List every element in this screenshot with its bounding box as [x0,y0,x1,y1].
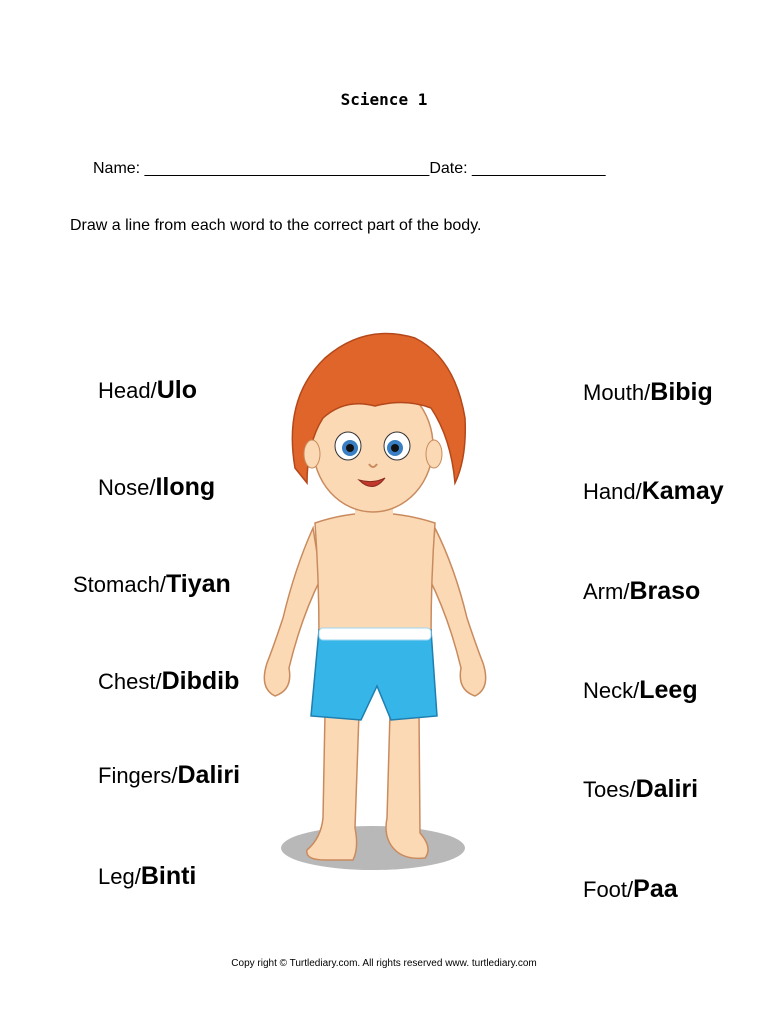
word-neck[interactable] [583,678,698,703]
word-stomach[interactable] [73,572,231,597]
name-field[interactable]: Name: ________________________________ [93,160,430,177]
word-filipino: Bibig [650,378,713,406]
name-date-row [93,160,606,178]
word-filipino: Leeg [639,676,698,704]
word-english: Head/ [98,378,157,403]
word-foot[interactable] [583,877,678,902]
word-english: Leg/ [98,864,141,889]
copyright-footer: Copy right © Turtlediary.com. All rights reserved www. turtlediary.com [231,958,537,969]
word-toes[interactable] [583,777,698,802]
instruction-text: Draw a line from each word to the correct part of the body. [70,217,482,234]
word-english: Arm/ [583,579,630,604]
word-leg[interactable] [98,864,196,889]
shorts-waistband [319,628,431,640]
word-filipino: Paa [633,875,678,903]
torso [315,513,435,638]
right-ear [426,440,442,468]
word-english: Fingers/ [98,763,178,788]
word-filipino: Kamay [641,477,724,505]
left-arm [264,528,321,696]
word-hand[interactable] [583,479,724,504]
word-english: Chest/ [98,669,162,694]
word-english: Foot/ [583,877,634,902]
right-leg [386,713,428,858]
boy-illustration [255,318,500,878]
word-filipino: Ilong [155,473,216,501]
word-filipino: Ulo [156,376,197,404]
date-field[interactable]: Date: _______________ [429,160,606,177]
word-filipino: Dibdib [161,667,240,695]
word-mouth[interactable] [583,380,713,405]
left-ear [304,440,320,468]
word-english: Toes/ [583,777,636,802]
page-title: Science 1 [340,90,428,109]
word-chest[interactable] [98,669,239,694]
word-fingers[interactable] [98,763,240,788]
word-english: Mouth/ [583,380,651,405]
word-english: Hand/ [583,479,642,504]
word-filipino: Binti [140,862,197,890]
word-filipino: Tiyan [165,570,231,598]
word-english: Nose/ [98,475,156,500]
right-arm [429,528,486,696]
word-nose[interactable] [98,475,215,500]
word-filipino: Braso [629,577,701,605]
word-english: Stomach/ [73,572,166,597]
shorts [311,630,437,720]
word-head[interactable] [98,378,197,403]
word-filipino: Daliri [635,775,699,803]
word-arm[interactable] [583,579,700,604]
word-filipino: Daliri [177,761,241,789]
word-english: Neck/ [583,678,640,703]
